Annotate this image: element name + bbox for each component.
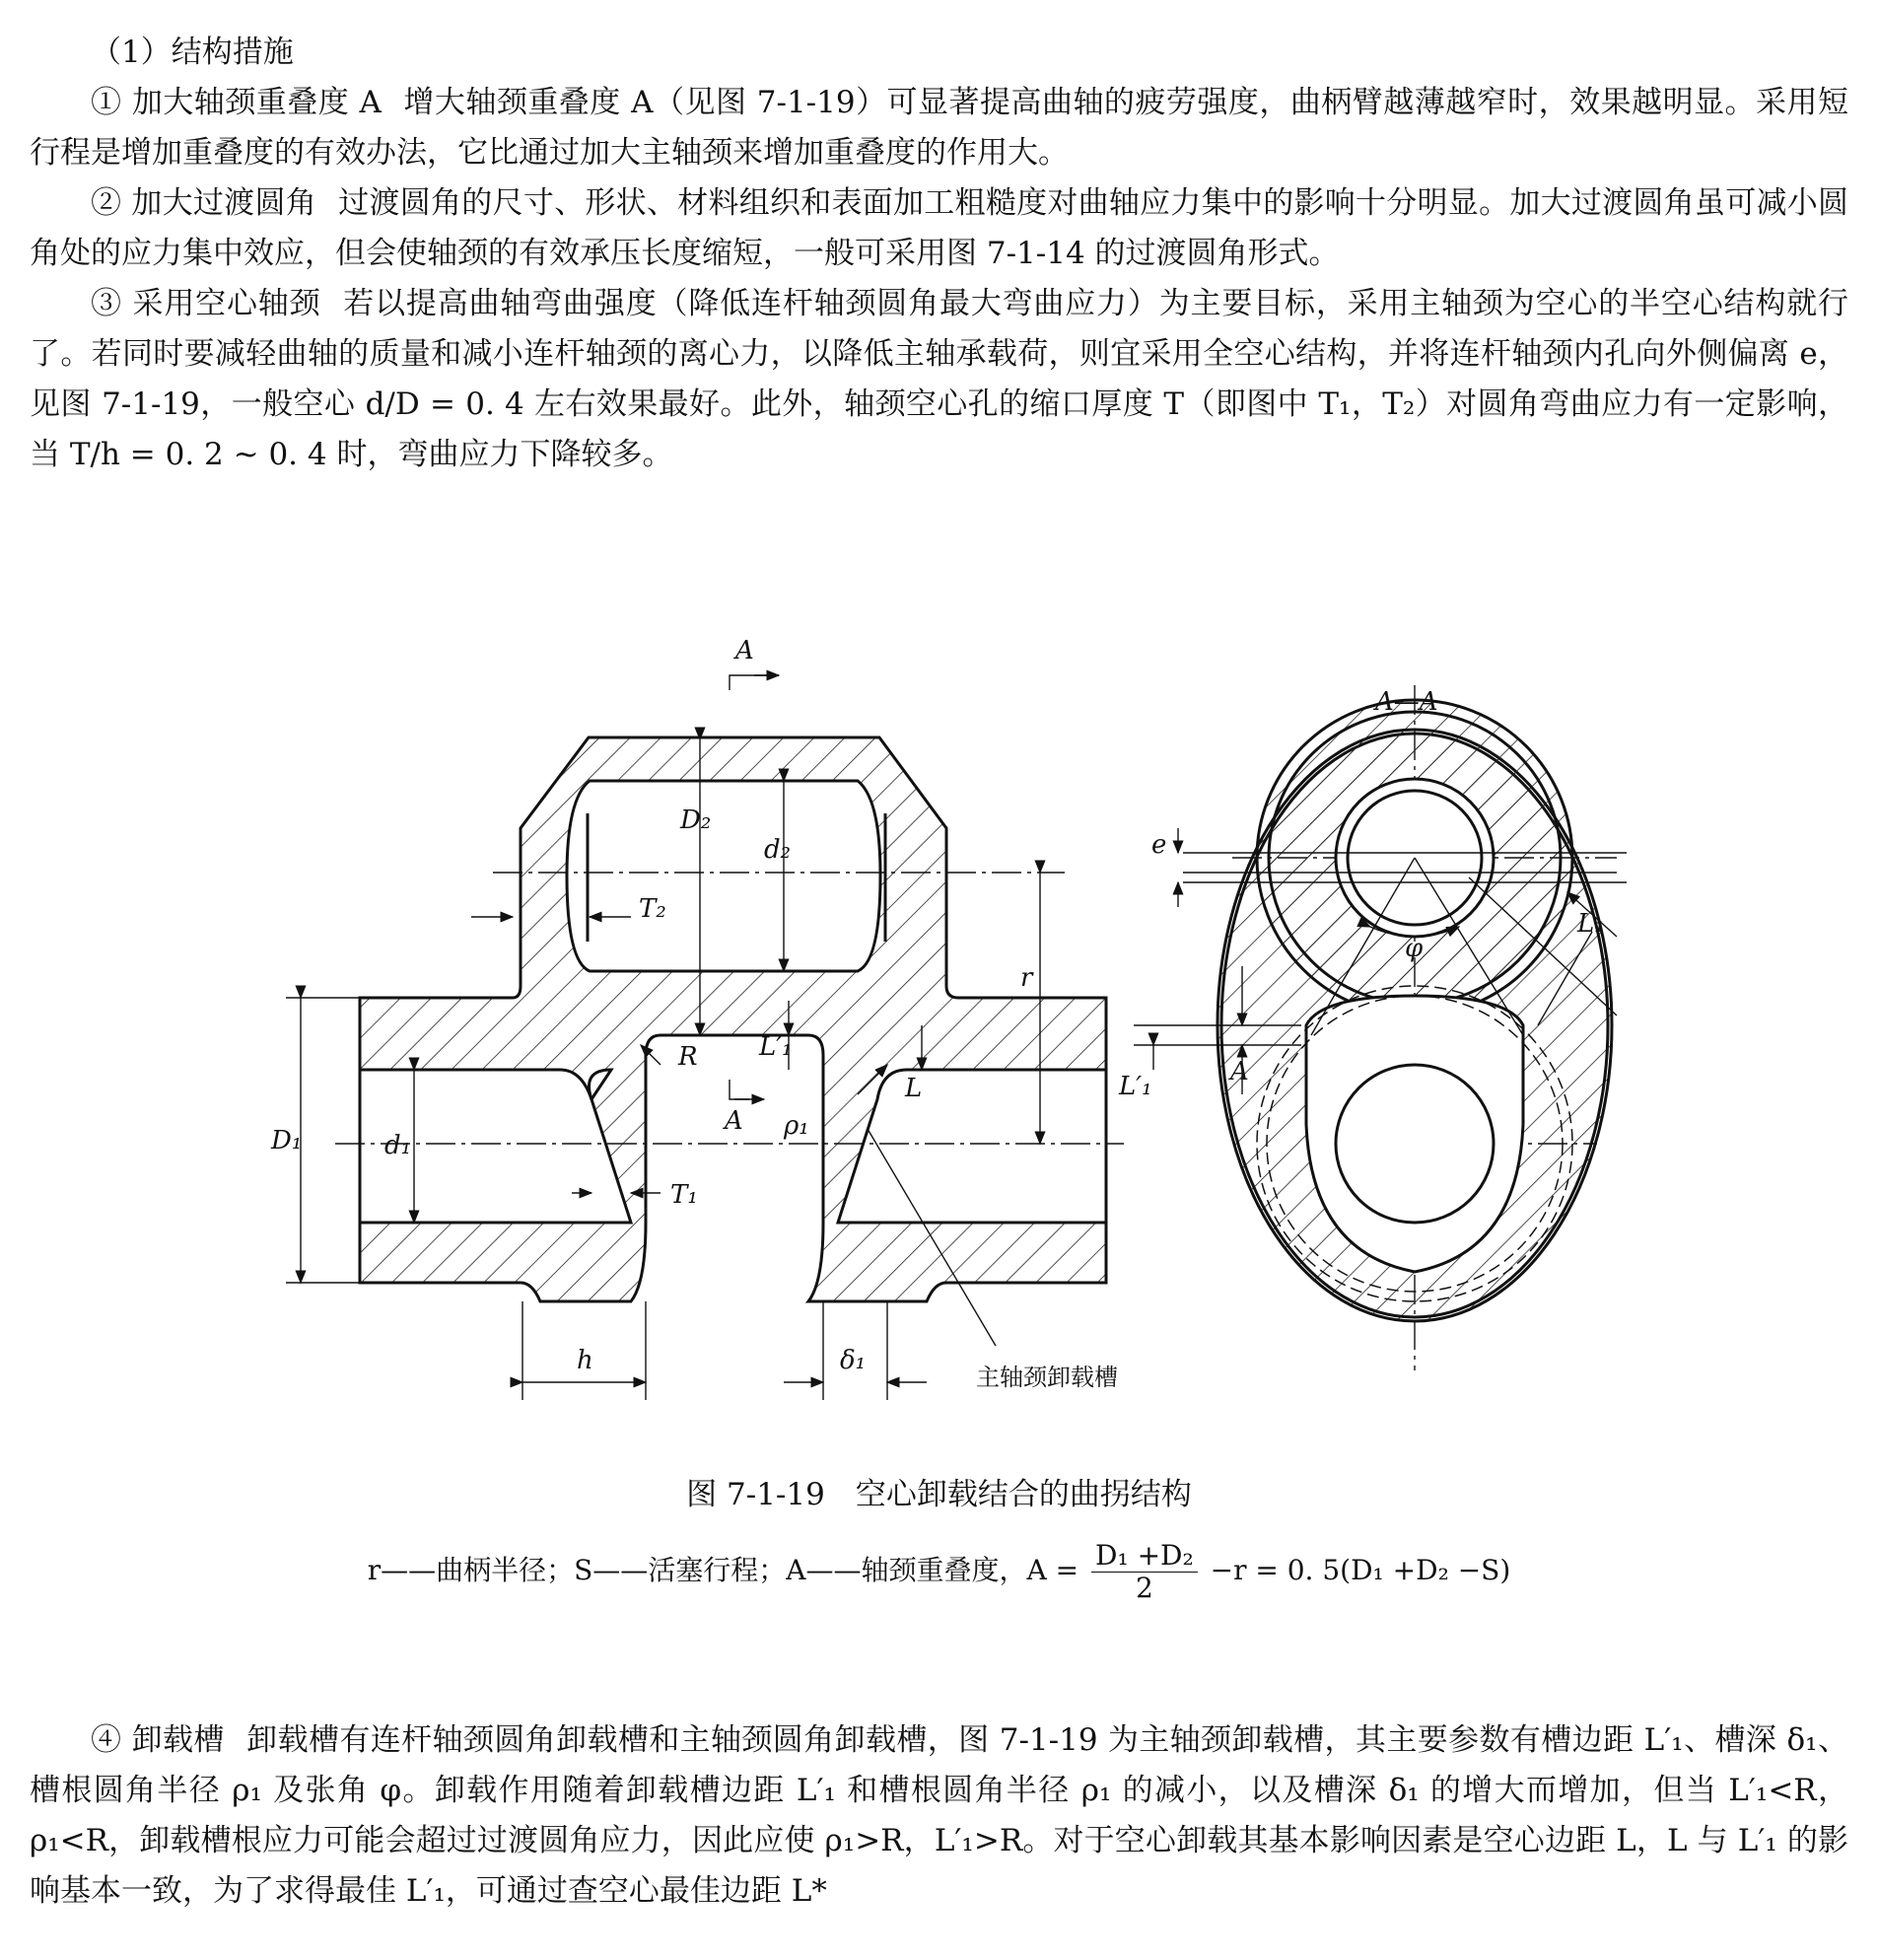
paragraph-2-lead: ② 加大过渡圆角	[91, 185, 316, 221]
paragraph-1	[30, 78, 1848, 178]
figure-crank	[0, 631, 1878, 1439]
label-h: h	[577, 1346, 593, 1375]
label-L1: L₁	[1577, 909, 1605, 939]
label-section-A-bottom: A	[725, 1106, 743, 1136]
label-groove: 主轴颈卸载槽	[976, 1364, 1118, 1391]
text-block-bottom	[30, 1715, 1848, 1917]
label-phi: φ	[1405, 934, 1424, 963]
label-section-A-right: A	[1230, 1057, 1249, 1086]
label-AA: A—A	[1375, 687, 1438, 717]
label-r: r	[1020, 963, 1033, 993]
legend-fraction-denominator: 2	[1135, 1572, 1153, 1604]
label-L1p-left: L′₁	[759, 1032, 793, 1062]
paragraph-4-lead: ④ 卸载槽	[91, 1722, 225, 1758]
paragraph-3-lead: ③ 采用空心轴颈	[91, 286, 321, 321]
label-e: e	[1151, 830, 1167, 860]
paragraph-4-body: 卸载槽有连杆轴颈圆角卸载槽和主轴颈圆角卸载槽，图 7-1-19 为主轴颈卸载槽，其主要参数有槽边距 L′₁、槽深 δ₁、槽根圆角半径 ρ₁ 及张角 φ。卸载作用随着卸载槽边距 L′₁ 和槽根圆角半径 ρ₁ 的减小，以及槽深 δ₁ 的增大而增加，但当 L′₁<R，ρ₁<R，卸载槽根应力可能会超过过渡圆角应力，因此应使 ρ₁>R，L′₁>R。对于空心卸载其基本影响因素是空心边距 L，L 与 L′₁ 的影响基本一致，为了求得最佳 L′₁，可通过查空心最佳边距 L*	[30, 1722, 1848, 1909]
legend-tail: −r = 0. 5(D₁ +D₂ −S)	[1210, 1554, 1511, 1586]
paragraph-1-lead: ① 加大轴颈重叠度 A	[91, 85, 382, 120]
label-D1: D₁	[271, 1126, 303, 1155]
paragraph-2	[30, 178, 1848, 279]
text-block-top	[30, 28, 1848, 480]
legend-text: r——曲柄半径；S——活塞行程；A——轴颈重叠度，A =	[367, 1554, 1079, 1586]
paragraph-3	[30, 279, 1848, 480]
paragraph-1-body: 增大轴颈重叠度 A（见图 7-1-19）可显著提高曲轴的疲劳强度，曲柄臂越薄越窄时，效果越明显。采用短行程是增加重叠度的有效办法，它比通过加大主轴颈来增加重叠度的作用大。	[30, 85, 1848, 171]
label-delta1: δ₁	[840, 1346, 867, 1375]
label-T1: T₁	[670, 1180, 698, 1210]
label-D2: D₂	[680, 805, 712, 835]
label-d1: d₁	[384, 1131, 412, 1160]
crank-section-view	[360, 737, 1106, 1301]
label-rho1: ρ₁	[784, 1111, 809, 1141]
paragraph-3-body: 若以提高曲轴弯曲强度（降低连杆轴颈圆角最大弯曲应力）为主要目标，采用主轴颈为空心的半空心结构就行了。若同时要减轻曲轴的质量和减小连杆轴颈的离心力，以降低主轴承载荷，则宜采用全空心结构，并将连杆轴颈内孔向外侧偏离 e，见图 7-1-19，一般空心 d/D = 0. 4 左右效果最好。此外，轴颈空心孔的缩口厚度 T（即图中 T₁，T₂）对圆角弯曲应力有一定影响，当 T/h = 0. 2 ~ 0. 4 时，弯曲应力下降较多。	[30, 286, 1848, 472]
label-L1p-right: L′₁	[1119, 1072, 1152, 1101]
label-d2: d₂	[764, 835, 792, 865]
figure-caption: 图 7-1-19 空心卸载结合的曲拐结构	[686, 1477, 1192, 1512]
label-R: R	[678, 1042, 698, 1072]
legend-fraction	[1091, 1540, 1198, 1604]
section-heading: （1）结构措施	[91, 35, 294, 70]
paragraph-2-body: 过渡圆角的尺寸、形状、材料组织和表面加工粗糙度对曲轴应力集中的影响十分明显。加大过渡圆角虽可减小圆角处的应力集中效应，但会使轴颈的有效承压长度缩短，一般可采用图 7-1-14 的过渡圆角形式。	[30, 185, 1848, 271]
crank-drawing	[0, 631, 1878, 1439]
figure-legend	[0, 1540, 1878, 1609]
label-T2: T₂	[639, 894, 666, 924]
legend-fraction-numerator: D₁ +D₂	[1091, 1540, 1198, 1573]
section-AA-view	[1217, 700, 1612, 1321]
paragraph-4	[30, 1715, 1848, 1917]
crank-pin-bore	[567, 781, 880, 971]
label-L: L	[905, 1074, 923, 1103]
label-section-A-top: A	[735, 636, 754, 665]
